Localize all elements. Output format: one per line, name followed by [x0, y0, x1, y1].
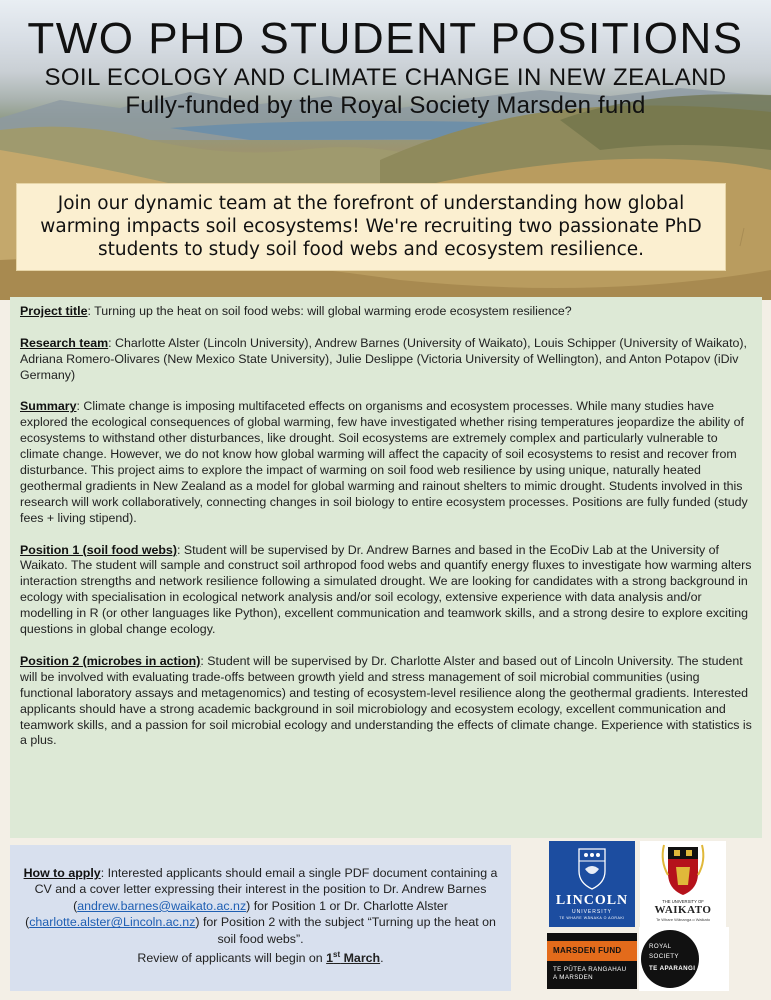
position1-label: Position 1 (soil food webs)	[20, 542, 177, 557]
review-date-month: March	[340, 951, 381, 966]
position2-paragraph	[20, 654, 752, 749]
royal-text-2: SOCIETY	[649, 953, 679, 960]
lincoln-crest-icon	[549, 841, 635, 893]
lincoln-maori: TE WHARE WĀNAKA O AORAKI	[559, 916, 625, 920]
waikato-crest-icon	[640, 841, 726, 899]
how-to-apply-box	[10, 845, 511, 991]
project-title-paragraph	[20, 304, 752, 320]
lincoln-name: LINCOLN	[555, 893, 629, 908]
details-panel	[10, 297, 762, 838]
review-date-sup: st	[333, 950, 341, 960]
project-title-label: Project title	[20, 304, 88, 318]
marsden-maori-2: A MARSDEN	[553, 974, 594, 981]
how-to-apply-label: How to apply	[23, 866, 101, 880]
page-title: TWO PHD STUDENT POSITIONS	[27, 14, 744, 63]
email-link-alster[interactable]: charlotte.alster@Lincoln.ac.nz	[29, 915, 196, 930]
summary-label: Summary	[20, 399, 77, 414]
review-end: .	[380, 951, 384, 966]
page-subtitle: SOIL ECOLOGY AND CLIMATE CHANGE IN NEW ZEALAND	[44, 64, 727, 91]
review-date-num: 1	[326, 951, 334, 966]
project-title-text: : Turning up the heat on soil food webs: will global warming erode ecosystem resilience?	[87, 304, 572, 318]
lincoln-university-logo	[549, 841, 635, 927]
waikato-maori: Te Whare Wānanga o Waikato	[655, 917, 711, 922]
waikato-name: WAIKATO	[654, 904, 712, 916]
email-link-barnes[interactable]: andrew.barnes@waikato.ac.nz	[77, 898, 247, 913]
summary-text: : Climate change is imposing multifaceted effects on organisms and ecosystem processes. While many studies have explored the ecological consequences of global warming, few have investigated whether rising temperatures jeopardize the ability of ecosystems to withstand other disturbances, like drought. Soil ecosystems are extremely complex and particularly vulnerable to climate change. However, we do not know how global warming will affect the capacity of soil ecosystems to resist and recover from disturbance. This project aims to explore the impact of warming on soil food web resilience by using unique, naturally heated geothermal gradients in New Zealand as a model for global warming and rainout shelters to mimic drought. Students involved in this research will work collaboratively, connecting changes in soil biology to entire ecosystem processes. Positions are fully funded (study fees + living stipend).	[20, 399, 748, 525]
how-to-apply-text1: : Interested applicants should email a single PDF document containing a CV and a cover letter expressing their interest in the position to Dr. Andrew Barnes (	[34, 866, 498, 913]
royal-society-logo	[639, 927, 729, 991]
research-team-paragraph	[20, 336, 752, 384]
royal-text-1: ROYAL	[649, 943, 672, 950]
marsden-maori-1: TE PŪTEA RANGAHAU	[553, 966, 627, 973]
waikato-university-logo	[640, 841, 726, 927]
how-to-apply-text2: ) for Position 1 or Dr. Charlotte Alster (	[25, 898, 448, 930]
royal-text-3: TE APARANGI	[649, 965, 696, 972]
position2-text: : Student will be supervised by Dr. Charlotte Alster and based out of Lincoln University. The student will be involved with evaluating trade-offs between growth yield and stress management of soil microbial communities (using functional laboratory assays and metagenomics) and testing of ecosystem-level resilience along the geothermal gradients. Interested applicants should have a strong academic background in soil microbiology and ecosystem ecology, excellent communication and teamwork skills, and a passion for soil microbial ecology and understanding the effects of climate change. Experience with statistics is a plus.	[20, 653, 752, 748]
position1-text: : Student will be supervised by Dr. Andrew Barnes and based in the EcoDiv Lab at the University of Waikato. The student will sample and construct soil arthropod food webs and quantify energy fluxes to investigate how warming alters interaction strengths and network resilience following a simulated drought. We are looking for candidates with a strong background in ecology with specialisation in ecological network analysis and/or soil ecology, extensive experience with data analysis and/or modelling in R (or other languages like Python), excellent communication and teamwork skills, and a strong desire to explore exciting questions in global change ecology.	[20, 542, 752, 637]
summary-paragraph	[20, 399, 752, 526]
marsden-name: MARSDEN FUND	[553, 946, 622, 955]
lincoln-sub: UNIVERSITY	[571, 909, 612, 915]
review-text: Review of applicants will begin on	[137, 951, 327, 966]
review-date	[326, 951, 380, 965]
waikato-pre: THE UNIVERSITY OF	[662, 899, 704, 904]
funding-line: Fully-funded by the Royal Society Marsden fund	[125, 92, 646, 119]
marsden-fund-logo	[547, 933, 637, 989]
position2-label: Position 2 (microbes in action)	[20, 653, 201, 668]
intro-callout: Join our dynamic team at the forefront of understanding how global warming impacts soil ecosystems! We're recruiting two passionate PhD students to study soil food webs and ecosystem resilience.	[16, 183, 726, 271]
hero-banner	[0, 0, 771, 300]
position1-paragraph	[20, 543, 752, 638]
how-to-apply-text3: ) for Position 2 with the subject “Turning up the heat on soil food webs”.	[195, 915, 496, 946]
research-team-text: : Charlotte Alster (Lincoln University), Andrew Barnes (University of Waikato), Louis Schipper (University of Waikato), Adriana Romero-Olivares (New Mexico State University), Julie Deslippe (Victoria University of Wellington), and Anton Potapov (iDiv Germany)	[20, 335, 747, 382]
research-team-label: Research team	[20, 335, 109, 350]
